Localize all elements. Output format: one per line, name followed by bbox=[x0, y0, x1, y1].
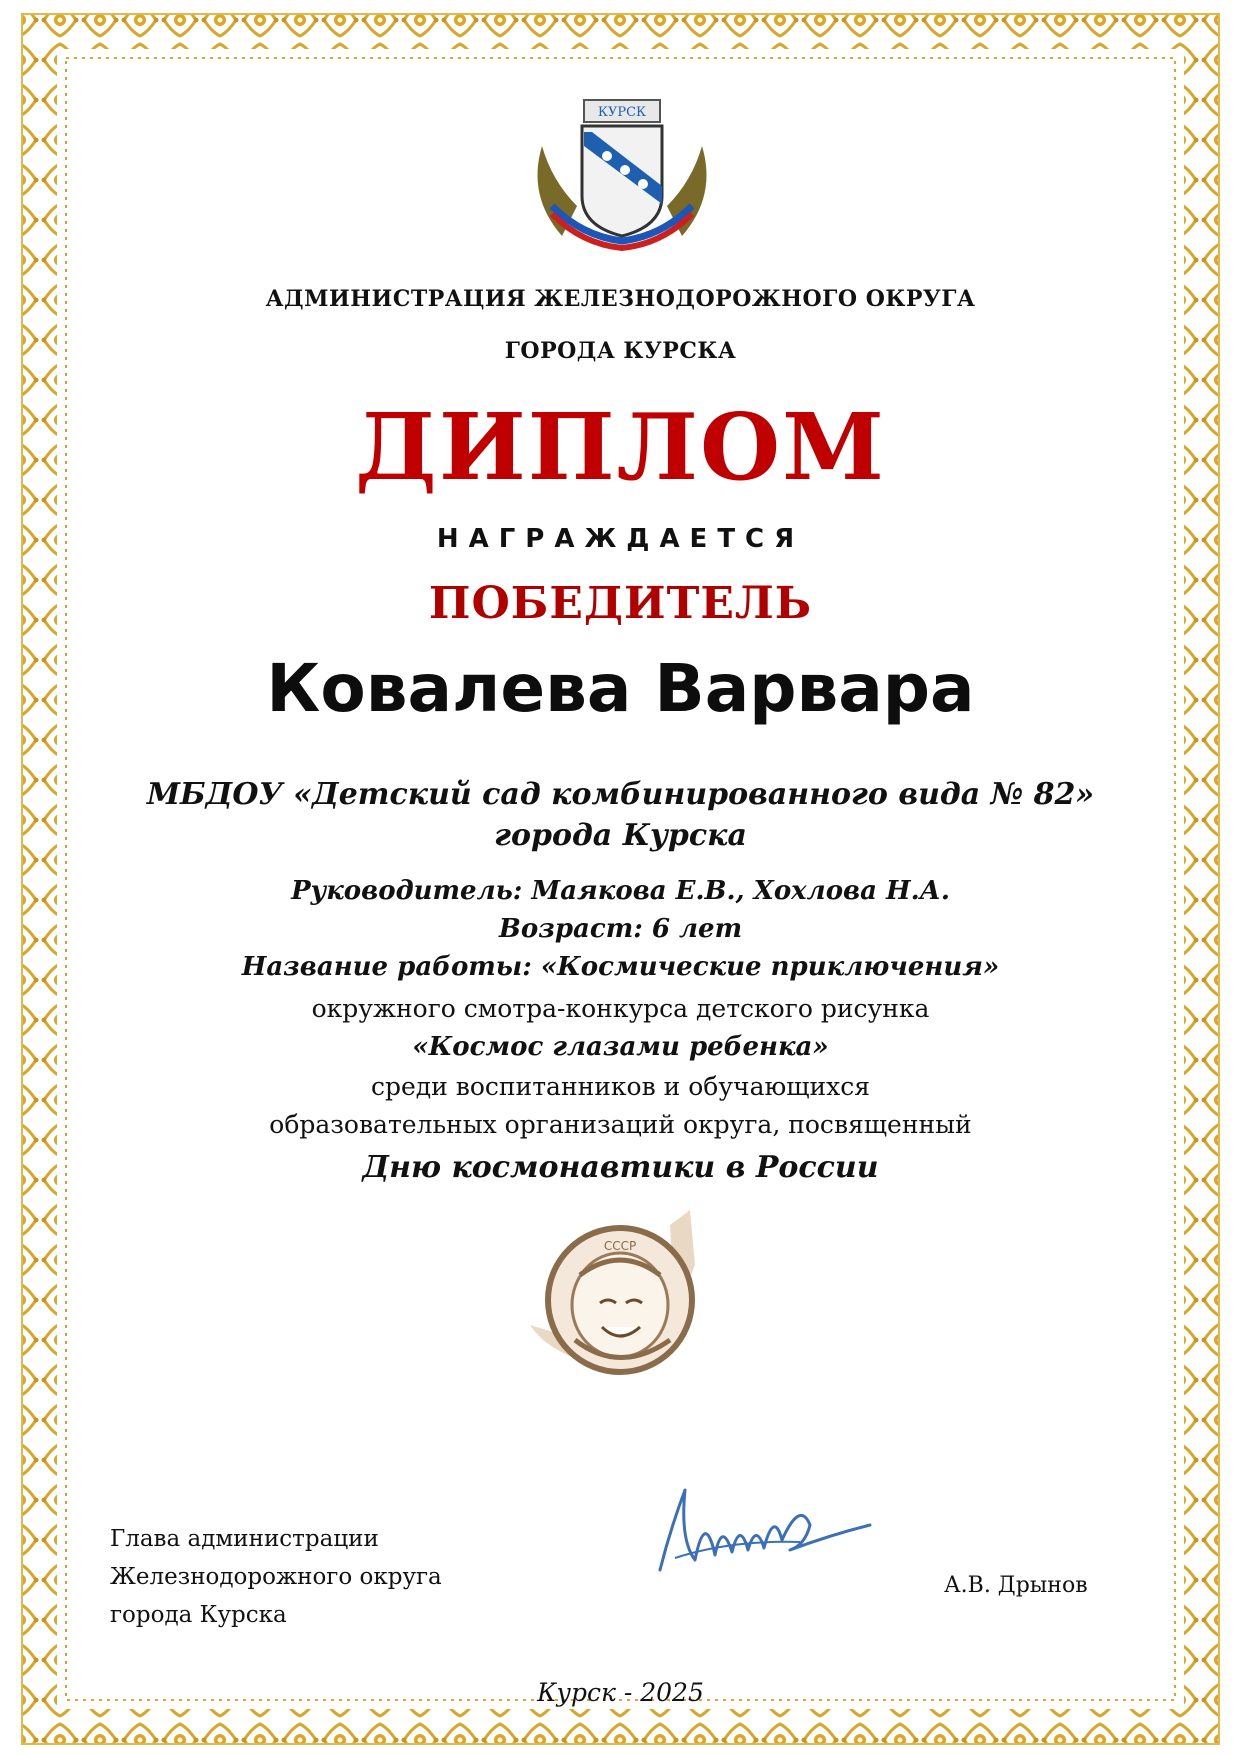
position-line-1: Глава администрации bbox=[110, 1526, 379, 1552]
svg-text:КУРСК: КУРСК bbox=[597, 105, 647, 120]
position-line-2: Железнодорожного округа bbox=[110, 1564, 442, 1590]
dedication-line: Дню космонавтики в России bbox=[362, 1150, 879, 1185]
age-line: Возраст: 6 лет bbox=[498, 914, 743, 944]
header-line-1: АДМИНИСТРАЦИЯ ЖЕЛЕЗНОДОРОЖНОГО ОКРУГА bbox=[265, 286, 976, 312]
kursk-coat-of-arms-icon bbox=[522, 86, 722, 256]
header-line-2: ГОРОДА КУРСКА bbox=[504, 338, 737, 364]
position-line-3: города Курска bbox=[110, 1602, 287, 1628]
awarded-label: НАГРАЖДАЕТСЯ bbox=[436, 524, 805, 554]
signatory-position bbox=[110, 1520, 442, 1634]
signature-icon bbox=[640, 1470, 880, 1580]
signatory-name: А.В. Дрынов bbox=[944, 1573, 1088, 1598]
contest-name: «Космос глазами ребенка» bbox=[412, 1032, 829, 1062]
svg-text:СССР: СССР bbox=[603, 1239, 637, 1253]
contest-line: окружного смотра-конкурса детского рисунка bbox=[311, 994, 930, 1023]
place-year: Курск - 2025 bbox=[537, 1678, 704, 1707]
participants-line-1: среди воспитанников и обучающихся bbox=[370, 1072, 871, 1101]
cosmonaut-portrait-icon bbox=[520, 1205, 720, 1375]
leaders-line: Руководитель: Маякова Е.В., Хохлова Н.А. bbox=[291, 876, 950, 906]
rank-label: ПОБЕДИТЕЛЬ bbox=[428, 578, 813, 629]
organization-line-2: города Курска bbox=[494, 818, 747, 853]
diploma-title: ДИПЛОМ bbox=[355, 393, 886, 501]
organization-line-1: МБДОУ «Детский сад комбинированного вида № 82» bbox=[146, 777, 1095, 812]
recipient-name: Ковалева Варвара bbox=[266, 650, 975, 727]
work-title-line: Название работы: «Космические приключения» bbox=[241, 952, 1000, 982]
participants-line-2: образовательных организаций округа, посвященный bbox=[269, 1110, 972, 1139]
